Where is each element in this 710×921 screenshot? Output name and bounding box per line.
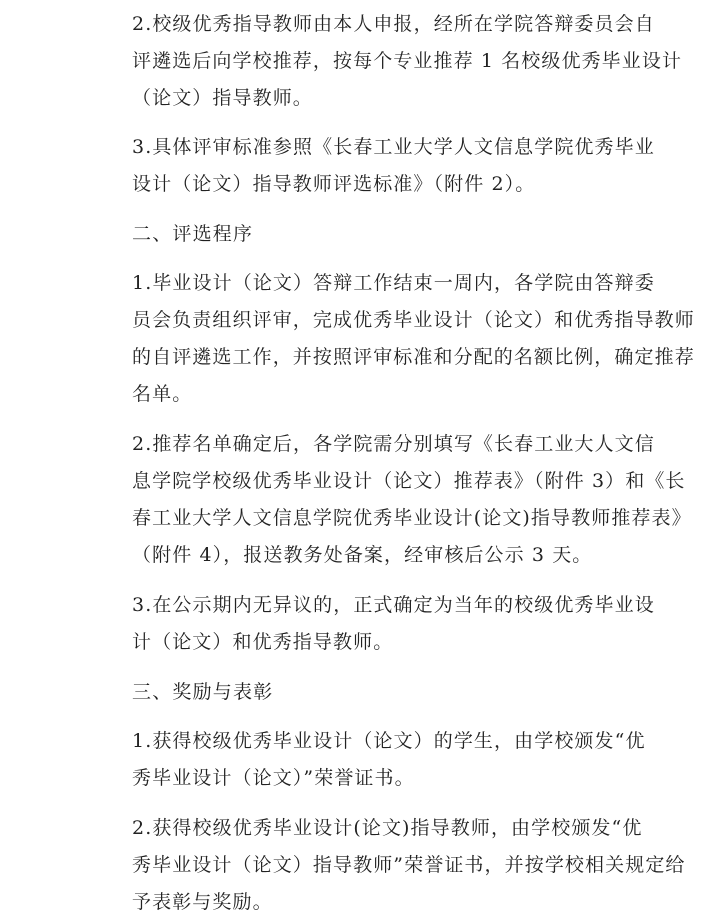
text-line: 1.毕业设计（论文）答辩工作结束一周内，各学院由答辩委 bbox=[132, 272, 655, 294]
text-line: 1.获得校级优秀毕业设计（论文）的学生，由学校颁发“优 bbox=[132, 730, 646, 752]
text-line: 评遴选后向学校推荐，按每个专业推荐 1 名校级优秀毕业设计 bbox=[132, 50, 683, 72]
paragraph-2-teacher-certificate bbox=[94, 810, 696, 921]
text-line: 秀毕业设计（论文）”荣誉证书。 bbox=[132, 767, 415, 789]
text-line: 2.推荐名单确定后，各学院需分别填写《长春工业大人文信 bbox=[132, 433, 655, 455]
text-line: 2.获得校级优秀毕业设计(论文)指导教师，由学校颁发“优 bbox=[132, 817, 643, 839]
text-line: 设计（论文）指导教师评选标准》（附件 2）。 bbox=[132, 173, 536, 195]
text-line: 的自评遴选工作，并按照评审标准和分配的名额比例，确定推荐 bbox=[132, 346, 695, 368]
text-line: 计（论文）和优秀指导教师。 bbox=[132, 631, 394, 653]
text-line: 予表彰与奖励。 bbox=[132, 891, 273, 913]
text-line: 3.在公示期内无异议的，正式确定为当年的校级优秀毕业设 bbox=[132, 594, 655, 616]
paragraph-3-evaluation-standard bbox=[94, 129, 696, 203]
text-line: 员会负责组织评审，完成优秀毕业设计（论文）和优秀指导教师 bbox=[132, 309, 695, 331]
text-line: （论文）指导教师。 bbox=[132, 87, 313, 109]
paragraph-3-public-notice bbox=[94, 587, 696, 661]
text-line: 秀毕业设计（论文）指导教师”荣誉证书，并按学校相关规定给 bbox=[132, 854, 686, 876]
paragraph-2-recommendation-forms bbox=[94, 426, 696, 574]
paragraph-2-teacher-nomination bbox=[94, 6, 696, 117]
paragraph-1-student-certificate bbox=[94, 723, 696, 797]
text-line: 春工业大学人文信息学院优秀毕业设计(论文)指导教师推荐表》 bbox=[132, 507, 692, 529]
text-line: 名单。 bbox=[132, 383, 193, 405]
section-heading-awards: 三、奖励与表彰 bbox=[132, 681, 274, 703]
text-line: （附件 4），报送教务处备案，经审核后公示 3 天。 bbox=[132, 544, 593, 566]
text-line: 息学院学校级优秀毕业设计（论文）推荐表》（附件 3）和《长 bbox=[132, 470, 686, 492]
text-line: 3.具体评审标准参照《长春工业大学人文信息学院优秀毕业 bbox=[132, 136, 655, 158]
text-line: 2.校级优秀指导教师由本人申报，经所在学院答辩委员会自 bbox=[132, 13, 655, 35]
paragraph-1-review-process bbox=[94, 265, 696, 413]
section-heading-selection-procedure: 二、评选程序 bbox=[132, 223, 254, 245]
